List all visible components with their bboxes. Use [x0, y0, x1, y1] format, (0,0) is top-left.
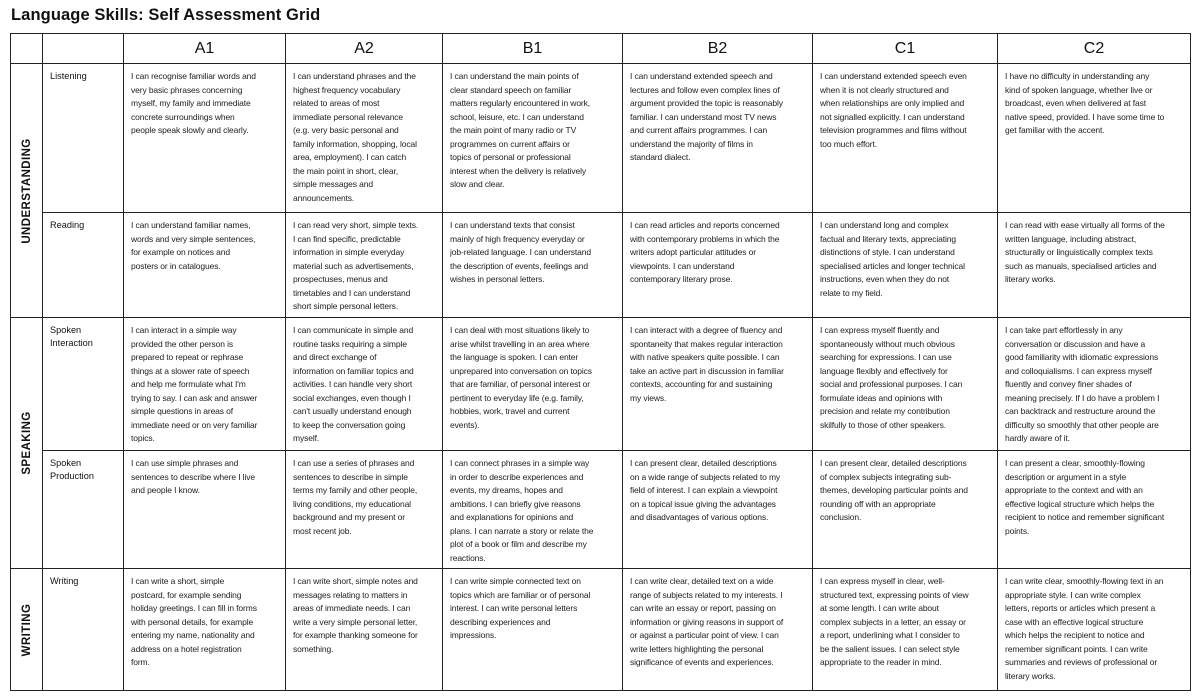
descriptor-cell-b1: I can deal with most situations likely to arise whilst travelling in an area where the language is spoken. I can enter unprepared into conversation on topics that are familiar, of personal interest or pertinent to everyday life (e.g. family, hobbies, work, travel and current events).: [443, 318, 623, 451]
descriptor-cell-a1: I can interact in a simple way provided the other person is prepared to repeat or rephrase things at a slower rate of speech and help me formulate what I'm trying to say. I can ask and answer simple questions in areas of immediate need or on very familiar topics.: [124, 318, 286, 451]
group-label-cell: [11, 569, 43, 691]
descriptor-cell-c2: I have no difficulty in understanding any kind of spoken language, whether live or broadcast, even when delivered at fast native speed, provided. I have some time to get familiar with the accent.: [998, 64, 1191, 213]
descriptor-cell-c1: I can understand long and complex factual and literary texts, appreciating distinctions of style. I can understand specialised articles and longer technical instructions, even when they do not relate to my field.: [813, 213, 998, 318]
descriptor-cell-c1: I can present clear, detailed descriptions of complex subjects integrating sub- themes, developing particular points and rounding off with an appropriate conclusion.: [813, 451, 998, 569]
descriptor-cell-c1: I can understand extended speech even when it is not clearly structured and when relationships are only implied and not signalled explicitly. I can understand television programmes and films without too much effort.: [813, 64, 998, 213]
descriptor-cell-a2: I can use a series of phrases and sentences to describe in simple terms my family and other people, living conditions, my educational background and my present or most recent job.: [286, 451, 443, 569]
level-header-c2: C2: [998, 34, 1191, 64]
group-label: UNDERSTANDING: [20, 137, 33, 244]
descriptor-cell-c1: I can express myself fluently and spontaneously without much obvious searching for expressions. I can use language flexibly and effectively for social and professional purposes. I can formulate ideas and opinions with precision and relate my contribution skilfully to those of other speakers.: [813, 318, 998, 451]
header-row: [11, 34, 1191, 64]
skill-label: Spoken Production: [43, 451, 124, 569]
descriptor-cell-b2: I can interact with a degree of fluency and spontaneity that makes regular interaction with native speakers quite possible. I can take an active part in discussion in familiar contexts, accounting for and sustaining my views.: [623, 318, 813, 451]
table-row: [11, 213, 1191, 318]
level-header-b1: B1: [443, 34, 623, 64]
header-blank-skill: [43, 34, 124, 64]
descriptor-cell-c2: I can read with ease virtually all forms of the written language, including abstract, structurally or linguistically complex texts such as manuals, specialised articles and literary works.: [998, 213, 1191, 318]
table-row: [11, 318, 1191, 451]
group-label: SPEAKING: [20, 411, 33, 475]
descriptor-cell-b1: I can write simple connected text on topics which are familiar or of personal interest. I can write personal letters describing experiences and impressions.: [443, 569, 623, 691]
descriptor-cell-b1: I can understand texts that consist mainly of high frequency everyday or job-related language. I can understand the description of events, feelings and wishes in personal letters.: [443, 213, 623, 318]
table-row: [11, 64, 1191, 213]
descriptor-cell-a2: I can communicate in simple and routine tasks requiring a simple and direct exchange of information on familiar topics and activities. I can handle very short social exchanges, even though I can't usually understand enough to keep the conversation going myself.: [286, 318, 443, 451]
level-header-b2: B2: [623, 34, 813, 64]
descriptor-cell-b1: I can understand the main points of clear standard speech on familiar matters regularly encountered in work, school, leisure, etc. I can understand the main point of many radio or TV programmes on current affairs or topics of personal or professional interest when the delivery is relatively slow and clear.: [443, 64, 623, 213]
group-label-cell: [11, 64, 43, 318]
descriptor-cell-a2: I can understand phrases and the highest frequency vocabulary related to areas of most immediate personal relevance (e.g. very basic personal and family information, shopping, local area, employment). I can catch the main point in short, clear, simple messages and announcements.: [286, 64, 443, 213]
descriptor-cell-a2: I can write short, simple notes and messages relating to matters in areas of immediate needs. I can write a very simple personal letter, for example thanking someone for something.: [286, 569, 443, 691]
descriptor-cell-a1: I can understand familiar names, words and very simple sentences, for example on notices and posters or in catalogues.: [124, 213, 286, 318]
skill-label: Reading: [43, 213, 124, 318]
descriptor-cell-b2: I can present clear, detailed descriptions on a wide range of subjects related to my field of interest. I can explain a viewpoint on a topical issue giving the advantages and disadvantages of various options.: [623, 451, 813, 569]
descriptor-cell-c2: I can present a clear, smoothly-flowing description or argument in a style appropriate to the context and with an effective logical structure which helps the recipient to notice and remember significant points.: [998, 451, 1191, 569]
self-assessment-grid: [10, 33, 1191, 691]
skill-label: Listening: [43, 64, 124, 213]
table-row: [11, 569, 1191, 691]
descriptor-cell-c1: I can express myself in clear, well- structured text, expressing points of view at some length. I can write about complex subjects in a letter, an essay or a report, underlining what I consider to be the salient issues. I can select style appropriate to the reader in mind.: [813, 569, 998, 691]
skill-label: Spoken Interaction: [43, 318, 124, 451]
group-label: WRITING: [20, 603, 33, 656]
header-blank-group: [11, 34, 43, 64]
level-header-a2: A2: [286, 34, 443, 64]
descriptor-cell-b2: I can write clear, detailed text on a wide range of subjects related to my interests. I can write an essay or report, passing on information or giving reasons in support of or against a particular point of view. I can write letters highlighting the personal significance of events and experiences.: [623, 569, 813, 691]
skill-label: Writing: [43, 569, 124, 691]
descriptor-cell-a1: I can recognise familiar words and very basic phrases concerning myself, my family and immediate concrete surroundings when people speak slowly and clearly.: [124, 64, 286, 213]
level-header-c1: C1: [813, 34, 998, 64]
descriptor-cell-c2: I can take part effortlessly in any conversation or discussion and have a good familiarity with idiomatic expressions and colloquialisms. I can express myself fluently and convey finer shades of meaning precisely. If I do have a problem I can backtrack and restructure around the difficulty so smoothly that other people are hardly aware of it.: [998, 318, 1191, 451]
descriptor-cell-a1: I can write a short, simple postcard, for example sending holiday greetings. I can fill in forms with personal details, for example entering my name, nationality and address on a hotel registration form.: [124, 569, 286, 691]
descriptor-cell-a2: I can read very short, simple texts. I can find specific, predictable information in simple everyday material such as advertisements, prospectuses, menus and timetables and I can understand short simple personal letters.: [286, 213, 443, 318]
descriptor-cell-b2: I can read articles and reports concerned with contemporary problems in which the writers adopt particular attitudes or viewpoints. I can understand contemporary literary prose.: [623, 213, 813, 318]
descriptor-cell-b2: I can understand extended speech and lectures and follow even complex lines of argument provided the topic is reasonably familiar. I can understand most TV news and current affairs programmes. I can understand the majority of films in standard dialect.: [623, 64, 813, 213]
level-header-a1: A1: [124, 34, 286, 64]
descriptor-cell-a1: I can use simple phrases and sentences to describe where I live and people I know.: [124, 451, 286, 569]
descriptor-cell-b1: I can connect phrases in a simple way in order to describe experiences and events, my dreams, hopes and ambitions. I can briefly give reasons and explanations for opinions and plans. I can narrate a story or relate the plot of a book or film and describe my reactions.: [443, 451, 623, 569]
descriptor-cell-c2: I can write clear, smoothly-flowing text in an appropriate style. I can write complex letters, reports or articles which present a case with an effective logical structure which helps the recipient to notice and remember significant points. I can write summaries and reviews of professional or literary works.: [998, 569, 1191, 691]
group-label-cell: [11, 318, 43, 569]
table-row: [11, 451, 1191, 569]
page-title: Language Skills: Self Assessment Grid: [11, 6, 321, 24]
